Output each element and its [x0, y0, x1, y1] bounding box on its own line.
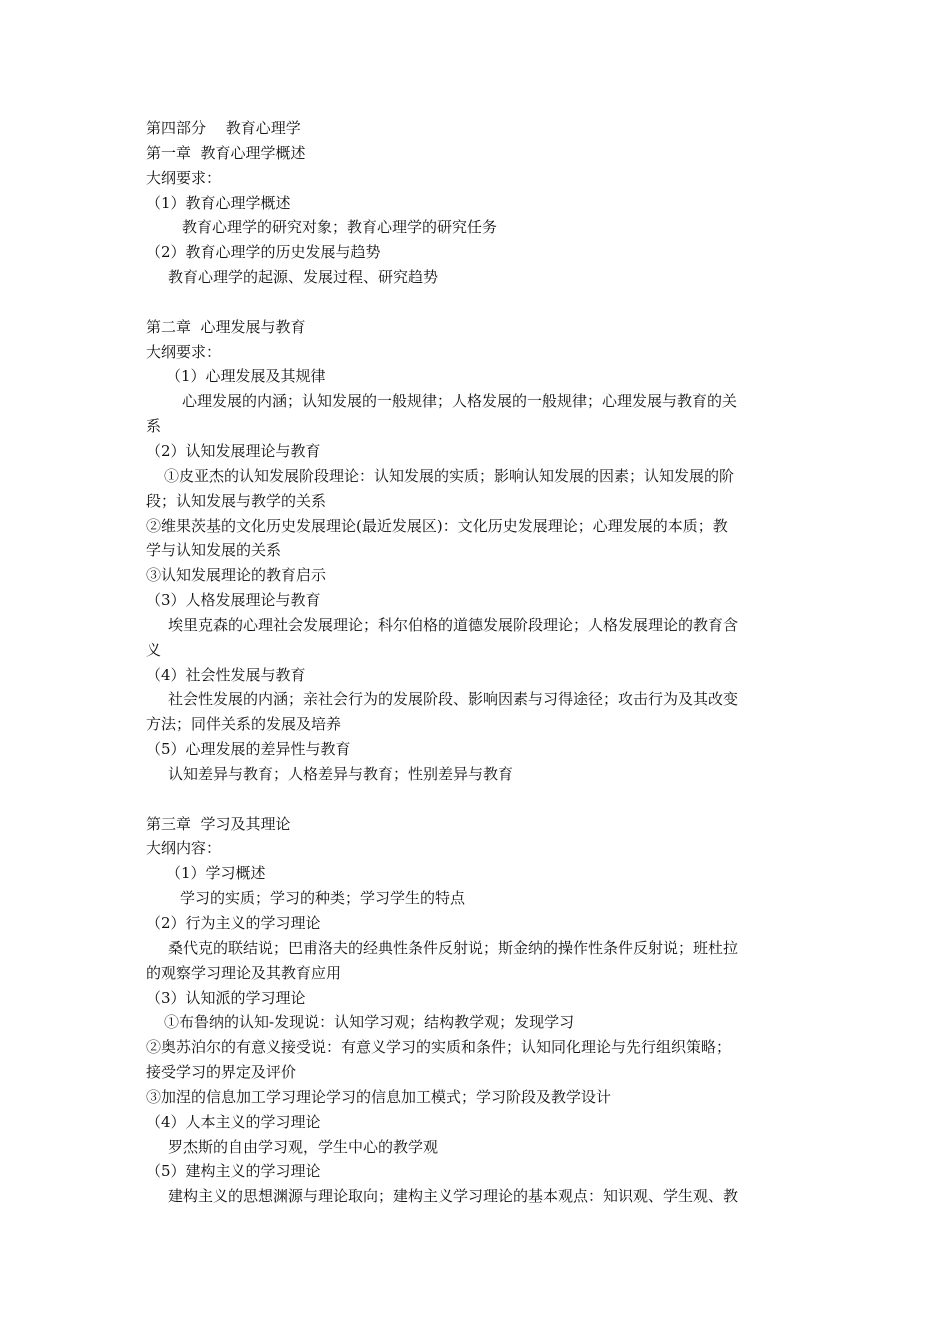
section-content: 埃里克森的心理社会发展理论；科尔伯格的道德发展阶段理论；人格发展理论的教育含 [168, 615, 739, 634]
chapter-1-title: 第一章 教育心理学概述 [146, 143, 306, 162]
section-content: 桑代克的联结说；巴甫洛夫的经典性条件反射说；斯金纳的操作性条件反射说；班杜拉 [168, 938, 739, 957]
section-content: 学与认知发展的关系 [146, 541, 282, 560]
section-content: 段；认知发展与教学的关系 [146, 491, 327, 510]
section-content: ②奥苏泊尔的有意义接受说：有意义学习的实质和条件；认知同化理论与先行组织策略； [146, 1038, 732, 1057]
section-content: ③加涅的信息加工学习理论学习的信息加工模式；学习阶段及教学设计 [146, 1087, 612, 1106]
chapter-3-title: 第三章 学习及其理论 [146, 814, 291, 833]
section-content: 心理发展的内涵；认知发展的一般规律；人格发展的一般规律；心理发展与教育的关 [182, 392, 738, 411]
section-content: ②维果茨基的文化历史发展理论(最近发展区)：文化历史发展理论；心理发展的本质；教 [146, 516, 728, 535]
section-heading: （3）人格发展理论与教育 [146, 591, 321, 610]
section-content: 社会性发展的内涵；亲社会行为的发展阶段、影响因素与习得途径；攻击行为及其改变 [168, 690, 739, 709]
chapter-2-title: 第二章 心理发展与教育 [146, 317, 306, 336]
section-content: ①皮亚杰的认知发展阶段理论：认知发展的实质；影响认知发展的因素；认知发展的阶 [164, 466, 735, 485]
syllabus-label: 大纲要求： [146, 168, 222, 187]
section-content: 认知差异与教育；人格差异与教育；性别差异与教育 [168, 764, 514, 783]
section-content: 接受学习的界定及评价 [146, 1063, 297, 1082]
section-content: 的观察学习理论及其教育应用 [146, 963, 342, 982]
section-content: 教育心理学的研究对象；教育心理学的研究任务 [182, 218, 498, 237]
section-heading: （5）心理发展的差异性与教育 [146, 740, 351, 759]
section-heading: （1）学习概述 [166, 864, 266, 883]
section-content: ③认知发展理论的教育启示 [146, 566, 327, 585]
section-content: 系 [146, 417, 162, 436]
section-content: 义 [146, 640, 162, 659]
blank-line [146, 290, 810, 315]
section-heading: （4）社会性发展与教育 [146, 665, 306, 684]
section-heading: （2）行为主义的学习理论 [146, 914, 321, 932]
part-title: 第四部分 教育心理学 [146, 119, 301, 137]
section-content: 罗杰斯的自由学习观，学生中心的教学观 [168, 1137, 439, 1156]
section-content: ①布鲁纳的认知-发现说：认知学习观；结构教学观；发现学习 [164, 1013, 575, 1032]
section-heading: （5）建构主义的学习理论 [146, 1162, 321, 1181]
syllabus-label: 大纲要求： [146, 342, 222, 361]
section-heading: （1）心理发展及其规律 [166, 367, 326, 386]
section-heading: （3）认知派的学习理论 [146, 988, 306, 1007]
section-heading: （1）教育心理学概述 [146, 193, 291, 212]
document-page [146, 116, 810, 1209]
section-heading: （4）人本主义的学习理论 [146, 1112, 321, 1131]
section-content: 方法；同伴关系的发展及培养 [146, 715, 342, 734]
section-content: 教育心理学的起源、发展过程、研究趋势 [168, 268, 439, 287]
blank-line [146, 787, 810, 812]
section-content: 学习的实质；学习的种类；学习学生的特点 [180, 889, 466, 908]
section-heading: （2）认知发展理论与教育 [146, 441, 321, 460]
section-heading: （2）教育心理学的历史发展与趋势 [146, 243, 381, 262]
section-content: 建构主义的思想渊源与理论取向；建构主义学习理论的基本观点：知识观、学生观、教 [168, 1187, 739, 1206]
syllabus-label: 大纲内容： [146, 839, 222, 858]
